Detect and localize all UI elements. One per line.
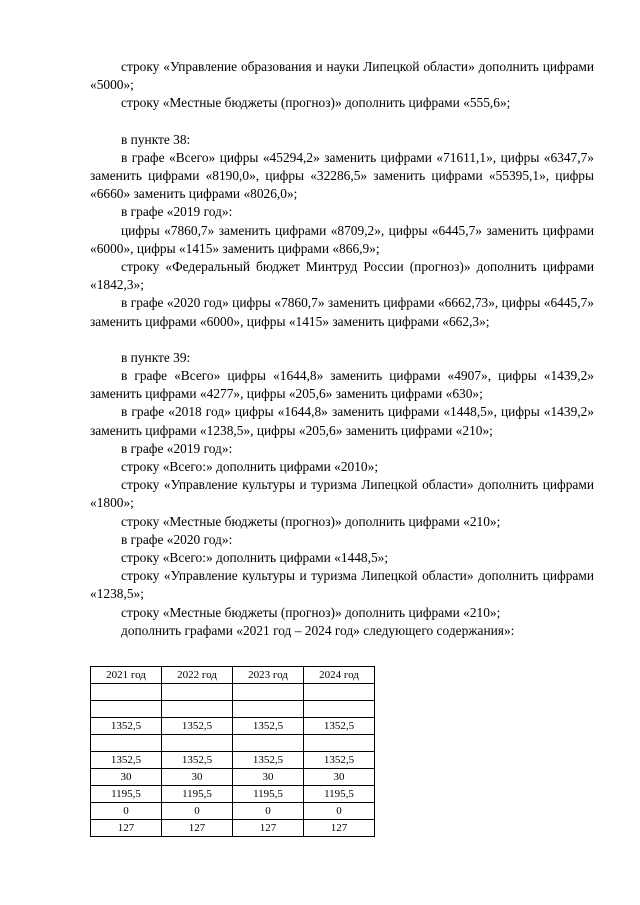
- table-cell: 0: [162, 803, 233, 820]
- table-cell: [91, 735, 162, 752]
- paragraph: в графе «2018 год» цифры «1644,8» заменить цифрами «1448,5», цифры «1439,2» заменить цифрами «1238,5», цифры «205,6» заменить цифрами «210»;: [90, 404, 594, 438]
- table-cell: 127: [162, 820, 233, 837]
- table-cell: 1352,5: [91, 718, 162, 735]
- years-table: [90, 666, 375, 837]
- table-cell: 1352,5: [233, 718, 304, 735]
- table-cell: 0: [233, 803, 304, 820]
- table-cell: 30: [233, 769, 304, 786]
- table-cell: [162, 735, 233, 752]
- column-header: 2024 год: [304, 667, 375, 684]
- paragraph: строку «Федеральный бюджет Минтруд России (прогноз)» дополнить цифрами «1842,3»;: [90, 259, 594, 293]
- table-cell: 1195,5: [304, 786, 375, 803]
- table-cell: 1195,5: [162, 786, 233, 803]
- table-row: [91, 769, 375, 786]
- table-row: [91, 701, 375, 718]
- table-cell: [233, 735, 304, 752]
- table-cell: 127: [233, 820, 304, 837]
- paragraph: строку «Управление образования и науки Липецкой области» дополнить цифрами «5000»;: [90, 59, 594, 93]
- table-row: [91, 752, 375, 769]
- paragraph: строку «Управление культуры и туризма Липецкой области» дополнить цифрами «1800»;: [90, 477, 594, 511]
- table-cell: 1352,5: [162, 752, 233, 769]
- table-cell: [304, 684, 375, 701]
- table-cell: 1352,5: [91, 752, 162, 769]
- table-cell: 30: [162, 769, 233, 786]
- table-row: [91, 803, 375, 820]
- paragraph: в графе «Всего» цифры «1644,8» заменить цифрами «4907», цифры «1439,2» заменить цифрами «4277», цифры «205,6» заменить цифрами «630»;: [90, 368, 594, 402]
- paragraph: в пункте 39:: [121, 349, 191, 365]
- paragraph: в пункте 38:: [121, 131, 191, 147]
- table-cell: [304, 735, 375, 752]
- paragraph: цифры «7860,7» заменить цифрами «8709,2», цифры «6445,7» заменить цифрами «6000», цифры «1415» заменить цифрами «866,9»;: [90, 222, 594, 256]
- table-cell: 1352,5: [233, 752, 304, 769]
- paragraph: строку «Местные бюджеты (прогноз)» дополнить цифрами «210»;: [121, 604, 501, 620]
- paragraph: в графе «2020 год»:: [121, 531, 233, 547]
- table-cell: 1352,5: [304, 718, 375, 735]
- table-cell: 0: [304, 803, 375, 820]
- paragraph: строку «Местные бюджеты (прогноз)» дополнить цифрами «555,6»;: [121, 95, 511, 111]
- table-cell: 30: [304, 769, 375, 786]
- paragraph: строку «Местные бюджеты (прогноз)» дополнить цифрами «210»;: [121, 513, 501, 529]
- table-cell: [233, 701, 304, 718]
- table-row: [91, 684, 375, 701]
- table-cell: [233, 684, 304, 701]
- table-row: [91, 718, 375, 735]
- table-cell: [91, 701, 162, 718]
- paragraph: в графе «Всего» цифры «45294,2» заменить цифрами «71611,1», цифры «6347,7» заменить цифрами «8190,0», цифры «32286,5» заменить цифрами «55395,1», цифры «6660» заменить цифрами «8026,0»;: [90, 149, 594, 202]
- paragraph: строку «Управление культуры и туризма Липецкой области» дополнить цифрами «1238,5»;: [90, 568, 594, 602]
- table-cell: 1352,5: [304, 752, 375, 769]
- paragraph: в графе «2020 год» цифры «7860,7» заменить цифрами «6662,73», цифры «6445,7» заменить цифрами «6000», цифры «1415» заменить цифрами «662,3»;: [90, 295, 594, 329]
- table-cell: 127: [304, 820, 375, 837]
- table-row: [91, 786, 375, 803]
- paragraph-gap: [90, 331, 594, 349]
- table-cell: [162, 684, 233, 701]
- table-cell: 1195,5: [233, 786, 304, 803]
- paragraph-gap: [90, 113, 594, 131]
- table-cell: 0: [91, 803, 162, 820]
- table-cell: 1195,5: [91, 786, 162, 803]
- table-cell: [91, 684, 162, 701]
- table-cell: 30: [91, 769, 162, 786]
- table-cell: 127: [91, 820, 162, 837]
- table-cell: 1352,5: [162, 718, 233, 735]
- paragraph: в графе «2019 год»:: [121, 204, 233, 220]
- table-header-row: [91, 667, 375, 684]
- paragraph: в графе «2019 год»:: [121, 440, 233, 456]
- paragraph: строку «Всего:» дополнить цифрами «1448,5»;: [121, 550, 389, 566]
- table-row: [91, 820, 375, 837]
- column-header: 2021 год: [91, 667, 162, 684]
- table-cell: [162, 701, 233, 718]
- paragraph: строку «Всего:» дополнить цифрами «2010»;: [121, 459, 379, 475]
- paragraph: дополнить графами «2021 год – 2024 год» следующего содержания»:: [121, 622, 515, 638]
- column-header: 2022 год: [162, 667, 233, 684]
- table-cell: [304, 701, 375, 718]
- column-header: 2023 год: [233, 667, 304, 684]
- amendment-text: [90, 58, 594, 640]
- table-row: [91, 735, 375, 752]
